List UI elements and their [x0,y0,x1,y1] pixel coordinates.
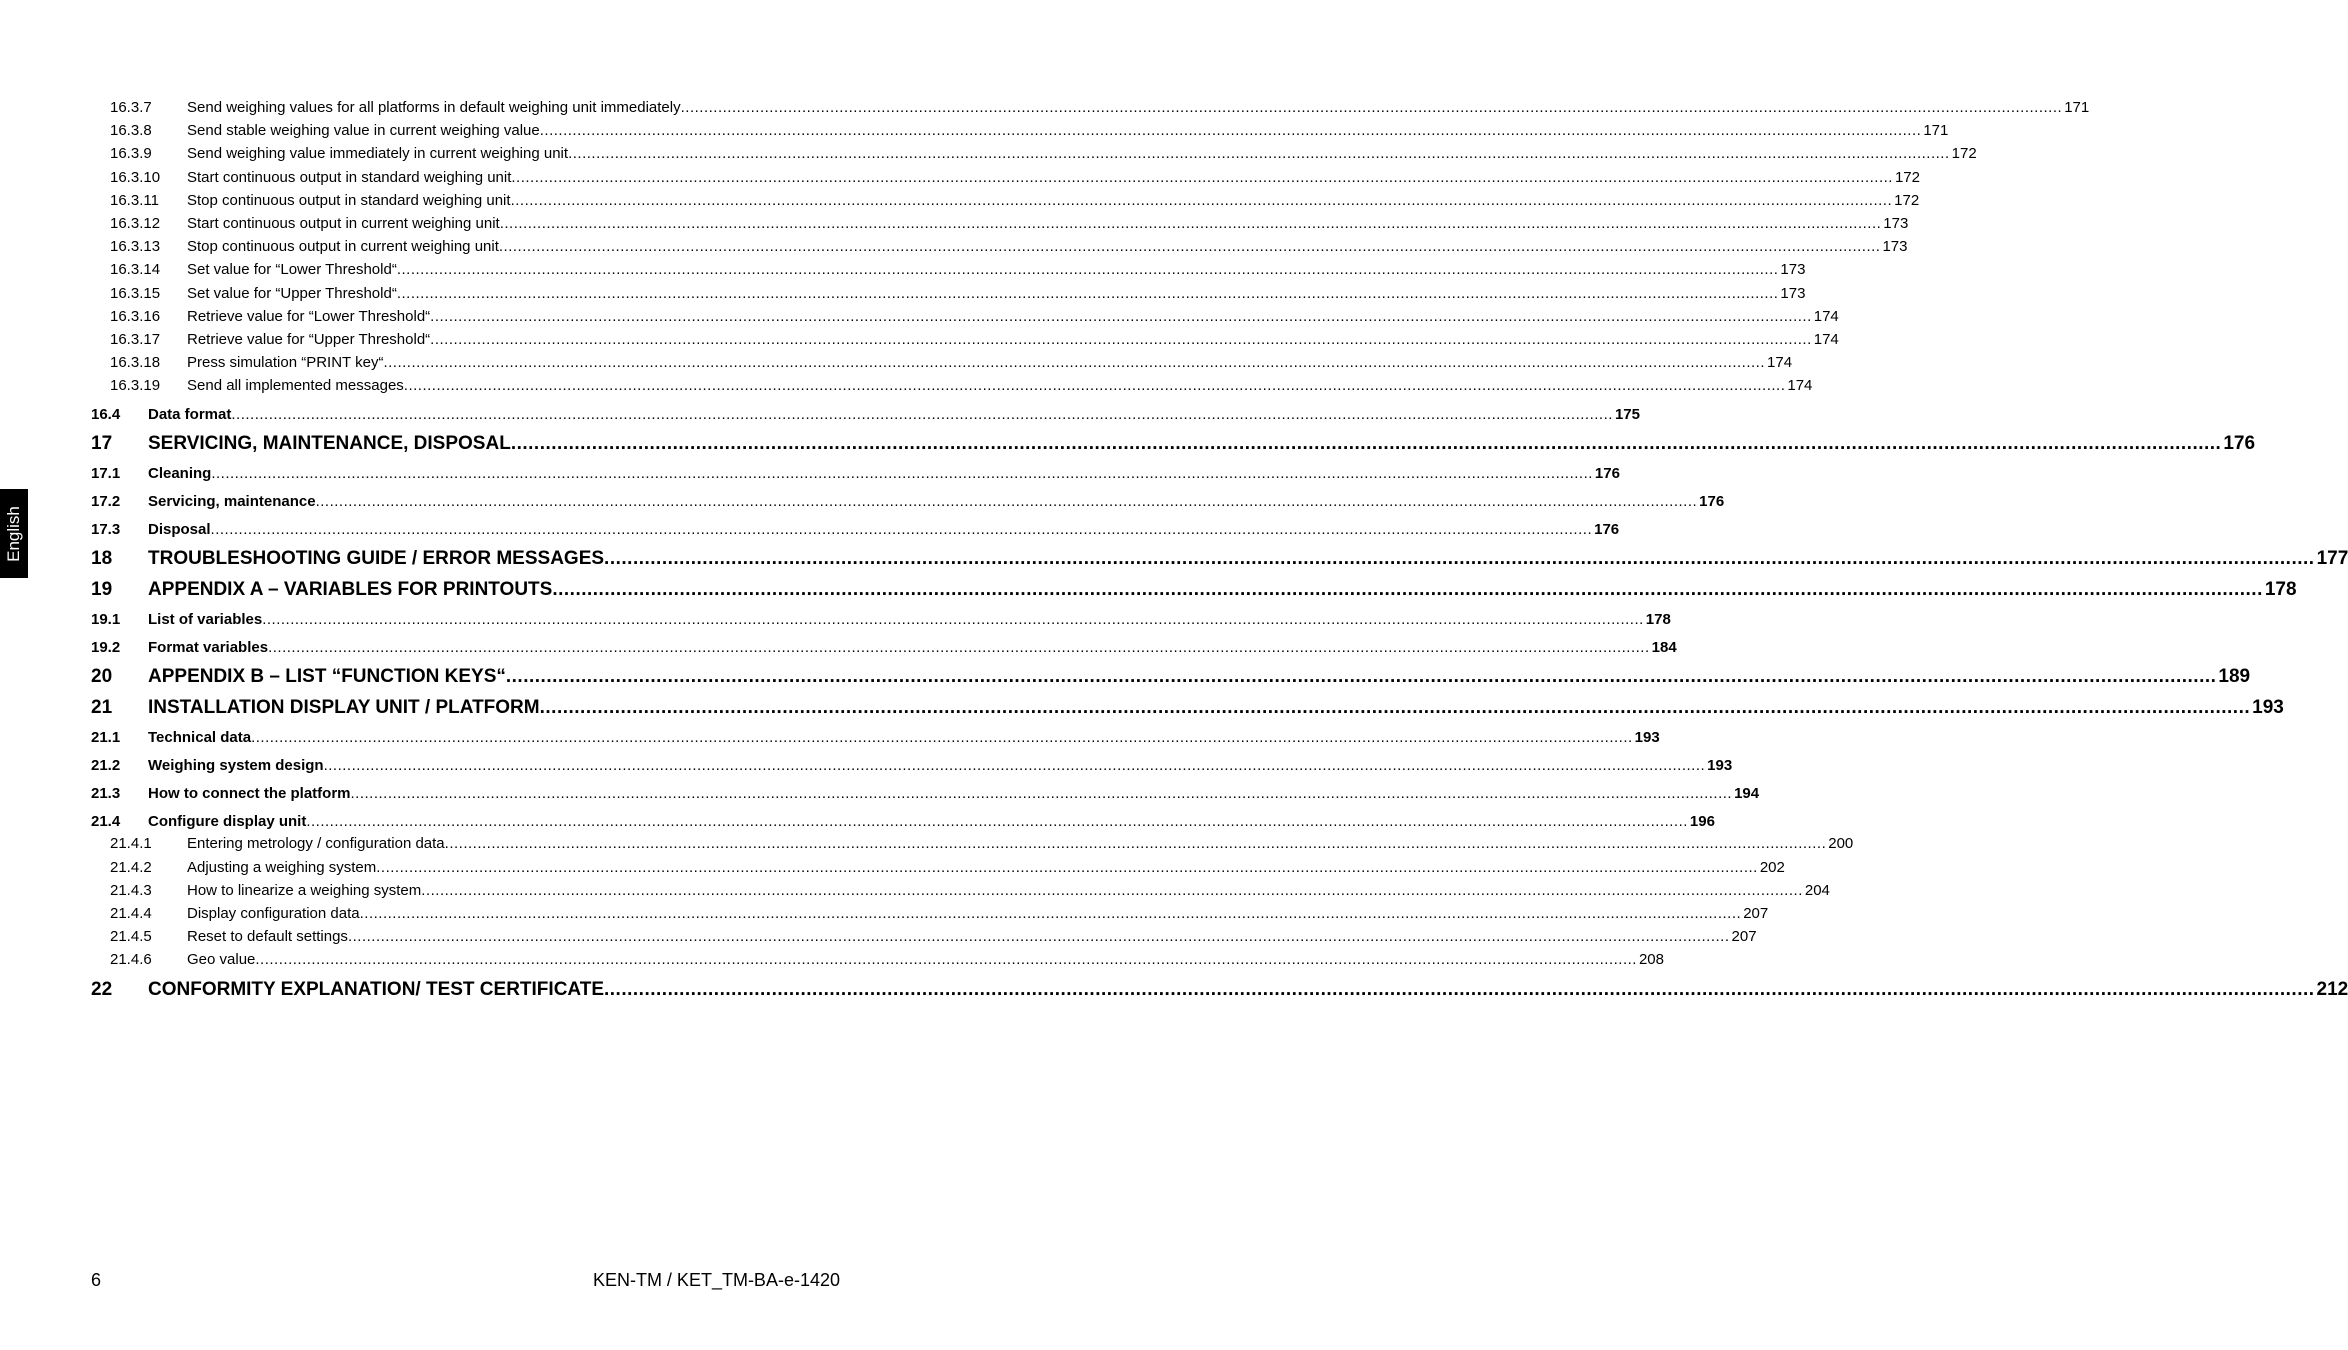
toc-entry-page: 172 [1894,168,1920,186]
toc-entry-page: 178 [2264,578,2297,600]
toc-leader-dots [430,308,1812,325]
toc-leader-dots [348,928,1730,945]
toc-entry-page: 193 [1707,756,1733,774]
toc-entry[interactable] [91,605,1671,633]
toc-entry-number: 16.3.17 [110,330,161,348]
toc-entry-number: 16.3.10 [110,168,161,186]
toc-entry[interactable] [91,807,1715,835]
toc-entry-number: 21.4.1 [110,835,152,853]
toc-entry[interactable] [91,122,1949,145]
toc-leader-dots [306,813,1688,830]
toc-entry-title: Configure display unit [148,812,307,830]
toc-entry-title: Format variables [148,638,269,656]
toc-entry[interactable] [91,261,1806,284]
toc-entry-title: Send all implemented messages [187,377,404,395]
toc-entry-page: 173 [1780,284,1806,302]
toc-entry-number: 16.3.12 [110,214,161,232]
toc-entry[interactable] [91,99,2090,122]
toc-entry-number: 21 [91,696,113,718]
toc-entry-number: 17.3 [91,520,121,538]
toc-entry-title: Set value for “Upper Threshold“ [187,284,397,302]
toc-entry-page: 189 [2218,665,2251,687]
toc-entry-page: 172 [1894,191,1920,209]
toc-entry[interactable] [91,633,1677,661]
toc-entry-number: 19 [91,578,113,600]
toc-entry[interactable] [91,191,1920,215]
toc-leader-dots [231,406,1613,423]
toc-entry-title: List of variables [148,610,263,628]
toc-entry-number: 21.4 [91,812,121,830]
toc-leader-dots [540,122,1922,139]
toc-leader-dots [430,331,1812,348]
toc-entry-page: 174 [1813,307,1839,325]
toc-leader-dots [511,192,1893,209]
toc-entry-page: 202 [1759,858,1785,876]
toc-entry-number: 16.3.15 [110,284,161,302]
toc-entry[interactable] [91,487,1725,515]
toc-entry[interactable] [91,751,1733,779]
toc-entry[interactable] [91,428,2256,459]
toc-entry-page: 174 [1787,377,1813,395]
toc-leader-dots [211,465,1593,482]
toc-entry-title: Weighing system design [148,756,324,774]
toc-entry-page: 177 [2316,547,2348,569]
toc-entry-number: 18 [91,547,113,569]
toc-entry-page: 178 [1645,610,1671,628]
table-of-contents [91,99,2348,1006]
toc-entry[interactable] [91,400,1640,428]
toc-entry[interactable] [91,723,1660,751]
toc-entry[interactable] [91,459,1620,487]
toc-entry-page: 204 [1804,881,1830,899]
toc-entry-title: Send weighing value immediately in current weighing unit [187,145,569,163]
toc-entry-number: 19.1 [91,610,121,628]
toc-entry-page: 171 [2064,99,2090,116]
toc-entry[interactable] [91,284,1806,308]
toc-entry[interactable] [91,881,1830,905]
toc-entry-number: 16.3.18 [110,354,161,372]
toc-entry-number: 21.4.3 [110,881,152,899]
toc-leader-dots [681,99,2063,116]
toc-entry-number: 17.2 [91,492,121,510]
toc-entry-page: 207 [1743,905,1769,922]
toc-entry-number: 21.4.4 [110,905,152,922]
toc-entry-number: 16.3.8 [110,122,152,140]
toc-entry-page: 207 [1731,928,1757,946]
toc-entry-title: Reset to default settings [187,928,348,946]
toc-entry[interactable] [91,928,1757,951]
toc-leader-dots [568,145,1950,162]
toc-entry-page: 171 [1923,122,1949,140]
toc-entry-number: 21.3 [91,784,121,802]
toc-leader-dots [351,785,1733,802]
toc-leader-dots [421,882,1803,899]
toc-entry[interactable] [91,835,1854,858]
toc-entry-page: 174 [1813,330,1839,348]
toc-entry-title: INSTALLATION DISPLAY UNIT / PLATFORM [148,696,540,718]
toc-entry-number: 17 [91,432,113,454]
toc-entry-title: Send weighing values for all platforms in default weighing unit immediately [187,99,681,116]
toc-leader-dots [255,951,1637,968]
toc-leader-dots [499,238,1881,255]
toc-entry-number: 19.2 [91,638,121,656]
toc-entry-page: 173 [1882,238,1908,256]
toc-entry[interactable] [91,975,2348,1006]
toc-leader-dots [316,493,1698,510]
toc-leader-dots [376,859,1758,876]
toc-entry-page: 212 [2316,979,2348,1001]
toc-leader-dots [360,905,1742,922]
toc-leader-dots [445,835,1827,852]
toc-entry-page: 194 [1734,784,1760,802]
toc-entry-page: 172 [1951,145,1977,163]
toc-entry-number: 21.2 [91,756,121,774]
toc-entry-title: Adjusting a weighing system [187,858,377,876]
toc-entry[interactable] [91,692,2284,723]
toc-entry-title: Stop continuous output in current weighing unit [187,238,499,256]
toc-entry-page: 196 [1689,812,1715,830]
toc-entry-title: APPENDIX A – VARIABLES FOR PRINTOUTS [148,578,553,600]
toc-leader-dots [324,757,1706,774]
toc-entry-page: 176 [2223,432,2256,454]
toc-leader-dots [540,697,2251,719]
toc-entry-number: 21.4.2 [110,858,152,876]
toc-entry[interactable] [91,377,1813,400]
toc-entry-title: Servicing, maintenance [148,492,316,510]
toc-entry[interactable] [91,543,2348,574]
toc-entry-number: 16.3.7 [110,99,152,116]
toc-entry-title: Press simulation “PRINT key“ [187,354,384,372]
toc-entry-number: 16.3.11 [110,191,159,209]
toc-entry[interactable] [91,858,1785,882]
toc-entry[interactable] [91,168,1920,192]
toc-leader-dots [262,611,1644,628]
toc-entry[interactable] [91,515,1620,543]
toc-entry-title: Technical data [148,728,252,746]
toc-entry[interactable] [91,214,1909,238]
toc-leader-dots [604,548,2315,570]
toc-entry-title: APPENDIX B – LIST “FUNCTION KEYS“ [148,665,506,687]
toc-entry[interactable] [91,951,1664,974]
toc-entry-page: 176 [1594,520,1620,538]
toc-entry[interactable] [91,779,1760,807]
toc-entry-title: Data format [148,405,232,423]
toc-entry-title: Start continuous output in current weighing unit [187,214,500,232]
toc-entry-page: 176 [1699,492,1725,510]
toc-leader-dots [397,285,1779,302]
toc-entry-number: 21.4.6 [110,951,152,969]
toc-leader-dots [500,215,1882,232]
toc-entry-page: 175 [1614,405,1640,423]
toc-entry-page: 193 [2252,696,2284,718]
toc-leader-dots [251,729,1633,746]
toc-entry-number: 20 [91,665,113,687]
toc-entry[interactable] [91,354,1793,377]
toc-leader-dots [552,579,2263,601]
toc-entry-title: Entering metrology / configuration data [187,835,445,853]
toc-leader-dots [383,354,1765,371]
toc-entry-number: 16.3.14 [110,261,161,279]
toc-entry-page: 173 [1883,214,1909,232]
toc-entry[interactable] [91,661,2251,692]
toc-entry-title: How to connect the platform [148,784,351,802]
toc-entry-page: 173 [1780,261,1806,279]
toc-entry-title: Send stable weighing value in current weighing value [187,122,540,140]
toc-entry-number: 21.1 [91,728,121,746]
language-tab-label: English [4,505,24,562]
toc-entry-title: Set value for “Lower Threshold“ [187,261,397,279]
toc-entry-title: Display configuration data [187,905,360,922]
toc-entry-number: 16.3.19 [110,377,161,395]
toc-entry-number: 16.3.9 [110,145,152,163]
toc-entry-page: 200 [1828,835,1854,853]
toc-entry-title: Start continuous output in standard weighing unit [187,168,512,186]
toc-entry-number: 17.1 [91,464,121,482]
toc-entry[interactable] [91,145,1977,168]
toc-leader-dots [511,169,1893,186]
toc-leader-dots [397,261,1779,278]
toc-entry-page: 176 [1594,464,1620,482]
toc-leader-dots [506,666,2217,688]
toc-entry-number: 16.3.16 [110,307,161,325]
language-tab [0,489,28,578]
toc-leader-dots [404,377,1786,394]
toc-leader-dots [511,433,2222,455]
toc-leader-dots [604,979,2315,1001]
toc-entry-page: 208 [1638,951,1664,969]
toc-entry-title: Retrieve value for “Upper Threshold“ [187,330,431,348]
toc-entry-title: Retrieve value for “Lower Threshold“ [187,307,431,325]
toc-entry-title: TROUBLESHOOTING GUIDE / ERROR MESSAGES [148,547,605,569]
toc-entry[interactable] [91,307,1839,331]
toc-entry-title: Disposal [148,520,211,538]
toc-entry-title: Stop continuous output in standard weighing unit [187,191,511,209]
toc-entry-page: 193 [1634,728,1660,746]
toc-entry-title: How to linearize a weighing system [187,881,422,899]
toc-entry-title: Cleaning [148,464,212,482]
toc-leader-dots [268,639,1650,656]
toc-entry-number: 22 [91,979,113,1001]
document-id: KEN-TM / KET_TM-BA-e-1420 [592,1270,840,1290]
toc-entry[interactable] [91,330,1839,354]
toc-entry-title: Geo value [187,951,256,969]
page-number: 6 [91,1270,102,1290]
toc-entry[interactable] [91,238,1908,261]
toc-entry-number: 16.4 [91,405,121,423]
toc-entry-title: CONFORMITY EXPLANATION/ TEST CERTIFICATE [148,979,604,1001]
toc-entry[interactable] [91,574,2297,605]
toc-entry-number: 21.4.5 [110,928,152,946]
toc-entry[interactable] [91,905,1769,928]
toc-entry-number: 16.3.13 [110,238,161,256]
toc-entry-title: SERVICING, MAINTENANCE, DISPOSAL [148,432,511,454]
toc-entry-page: 184 [1651,638,1677,656]
toc-leader-dots [211,521,1593,538]
toc-entry-page: 174 [1767,354,1793,372]
